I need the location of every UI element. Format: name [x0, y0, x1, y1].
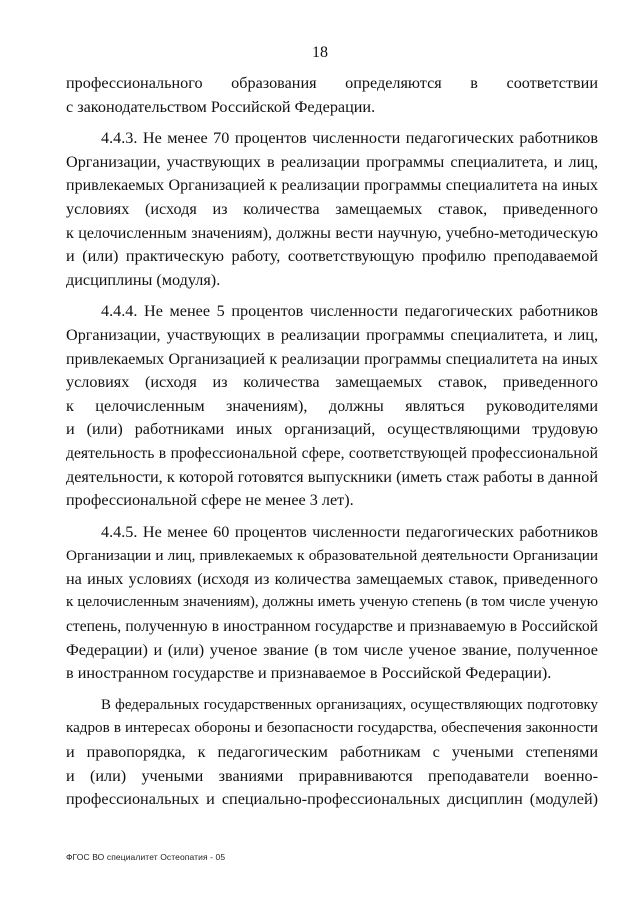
text-line: и (или) практическую работу, соответствующую профилю преподаваемой: [66, 247, 598, 266]
text-line: на иных условиях (исходя из количества замещаемых ставок, приведенного: [66, 569, 598, 588]
page-footer: ФГОС ВО специалитет Остеопатия - 05: [66, 852, 226, 862]
text-line: степень, полученную в иностранном государстве и признаваемую в Российской: [66, 618, 598, 636]
text-line: Организации, участвующих в реализации программы специалитета, и лиц,: [66, 325, 598, 344]
text-line: условиях (исходя из количества замещаемых ставок, приведенного: [66, 199, 598, 218]
document-body: [66, 72, 598, 812]
text-line: и (или) работниками иных организаций, осуществляющими трудовую: [66, 420, 598, 439]
paragraph-gap: [66, 292, 598, 300]
text-line: Организации, участвующих в реализации программы специалитета, и лиц,: [66, 152, 598, 171]
text-line: условиях (исходя из количества замещаемых ставок, приведенного: [66, 373, 598, 392]
text-line: деятельности, к которой готовятся выпускники (иметь стаж работы в данной: [66, 467, 598, 486]
text-line: деятельность в профессиональной сфере, соответствующей профессиональной: [66, 444, 598, 462]
text-line: В федеральных государственных организациях, осуществляющих подготовку: [101, 696, 598, 713]
text-line: привлекаемых Организацией к реализации программы специалитета на иных: [66, 350, 598, 368]
text-line: 4.4.3. Не менее 70 процентов численности педагогических работников: [101, 129, 598, 148]
text-line: Организации и лиц, привлекаемых к образовательной деятельности Организации: [66, 547, 598, 565]
text-line: профессиональной сфере не менее 3 лет).: [66, 491, 354, 510]
paragraph-gap: [66, 119, 598, 127]
text-line: и (или) учеными званиями приравниваются преподаватели военно-: [66, 766, 598, 785]
text-line: кадров в интересах обороны и безопасности государства, обеспечения законности: [66, 720, 598, 737]
paragraph-gap: [66, 686, 598, 694]
text-line: профессиональных и специально-профессиональных дисциплин (модулей): [66, 790, 598, 809]
text-line: привлекаемых Организацией к реализации программы специалитета на иных: [66, 177, 598, 195]
text-line: профессионального образования определяются в соответствии: [66, 74, 598, 92]
text-line: и правопорядка, к педагогическим работникам с учеными степенями: [66, 743, 598, 762]
text-line: 4.4.5. Не менее 60 процентов численности педагогических работников: [101, 522, 598, 541]
text-line: в иностранном государстве и признаваемое в Российской Федерации).: [66, 664, 552, 683]
text-line: с законодательством Российской Федерации.: [66, 97, 376, 116]
text-line: дисциплины (модуля).: [66, 270, 221, 289]
text-line: Федерации) и (или) ученое звание (в том числе ученое звание, полученное: [66, 640, 598, 659]
text-line: к целочисленным значениям), должны иметь ученую степень (в том числе ученую: [66, 594, 598, 611]
page-number: 18: [312, 44, 328, 61]
text-line: к целочисленным значениям), должны являться руководителями: [66, 396, 598, 415]
text-line: 4.4.4. Не менее 5 процентов численности педагогических работников: [101, 302, 598, 321]
paragraph-gap: [66, 513, 598, 521]
text-line: к целочисленным значениям), должны вести научную, учебно-методическую: [66, 224, 598, 242]
